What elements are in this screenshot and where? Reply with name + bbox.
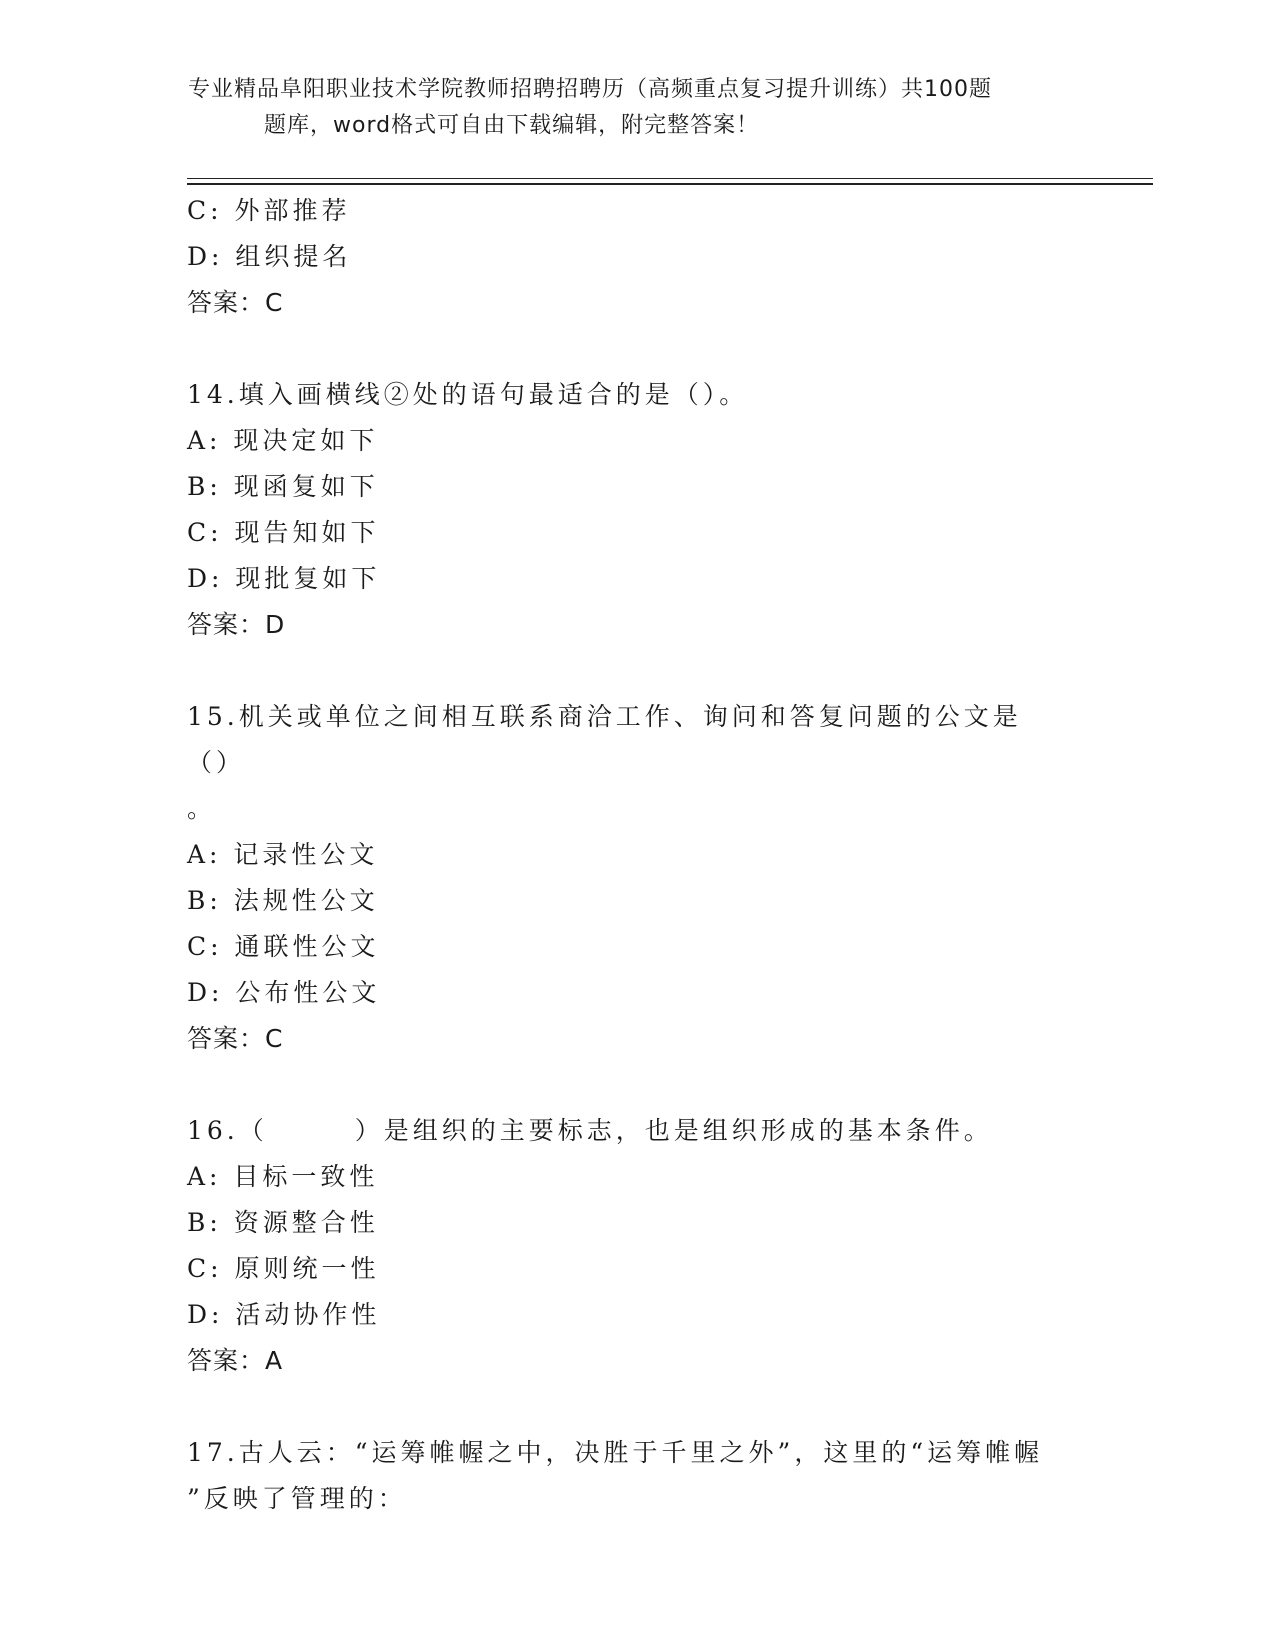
answer-line: 答案：D bbox=[187, 610, 286, 639]
header-divider-thick bbox=[187, 183, 1153, 185]
option-a: A: 目标一致性 bbox=[187, 1162, 379, 1191]
option-a: A: 现决定如下 bbox=[187, 426, 379, 455]
option-b: B: 法规性公文 bbox=[187, 886, 379, 915]
option-c: C: 原则统一性 bbox=[187, 1254, 380, 1283]
option-c: C: 通联性公文 bbox=[187, 932, 380, 961]
question-13-tail bbox=[187, 188, 1087, 326]
question-stem: 16.（ ）是组织的主要标志，也是组织形成的基本条件。 bbox=[187, 1116, 993, 1145]
question-stem-line-2: ”反映了管理的： bbox=[187, 1484, 407, 1513]
spacer bbox=[187, 1062, 1087, 1108]
answer-line: 答案：C bbox=[187, 1024, 284, 1053]
option-d: D: 现批复如下 bbox=[187, 564, 381, 593]
option-d: D: 组织提名 bbox=[187, 242, 352, 271]
header-divider-thin bbox=[187, 178, 1153, 179]
question-14 bbox=[187, 372, 1087, 648]
option-c: C: 外部推荐 bbox=[187, 196, 351, 225]
question-stem-line-1: 17.古人云：“运筹帷幄之中，决胜于千里之外”，这里的“运筹帷幄 bbox=[187, 1438, 1044, 1467]
question-stem: 14.填入画横线②处的语句最适合的是（）。 bbox=[187, 380, 749, 409]
spacer bbox=[187, 326, 1087, 372]
spacer bbox=[187, 648, 1087, 694]
option-d: D: 公布性公文 bbox=[187, 978, 381, 1007]
question-16 bbox=[187, 1108, 1087, 1384]
spacer bbox=[187, 1384, 1087, 1430]
question-17 bbox=[187, 1430, 1087, 1522]
option-b: B: 现函复如下 bbox=[187, 472, 379, 501]
answer-line: 答案：A bbox=[187, 1346, 284, 1375]
question-stem-line-2: 。 bbox=[187, 794, 217, 823]
header-title-line-1: 专业精品阜阳职业技术学院教师招聘招聘历（高频重点复习提升训练）共100题 bbox=[188, 77, 992, 102]
header-title-line-2: 题库，word格式可自由下载编辑，附完整答案！ bbox=[264, 113, 760, 138]
option-c: C: 现告知如下 bbox=[187, 518, 380, 547]
option-d: D: 活动协作性 bbox=[187, 1300, 381, 1329]
option-a: A: 记录性公文 bbox=[187, 840, 379, 869]
answer-line: 答案：C bbox=[187, 288, 284, 317]
document-header bbox=[188, 72, 1068, 144]
question-stem-line-1: 15.机关或单位之间相互联系商洽工作、询问和答复问题的公文是（） bbox=[187, 702, 1022, 777]
question-content bbox=[187, 188, 1087, 1522]
option-b: B: 资源整合性 bbox=[187, 1208, 379, 1237]
question-15 bbox=[187, 694, 1087, 1062]
